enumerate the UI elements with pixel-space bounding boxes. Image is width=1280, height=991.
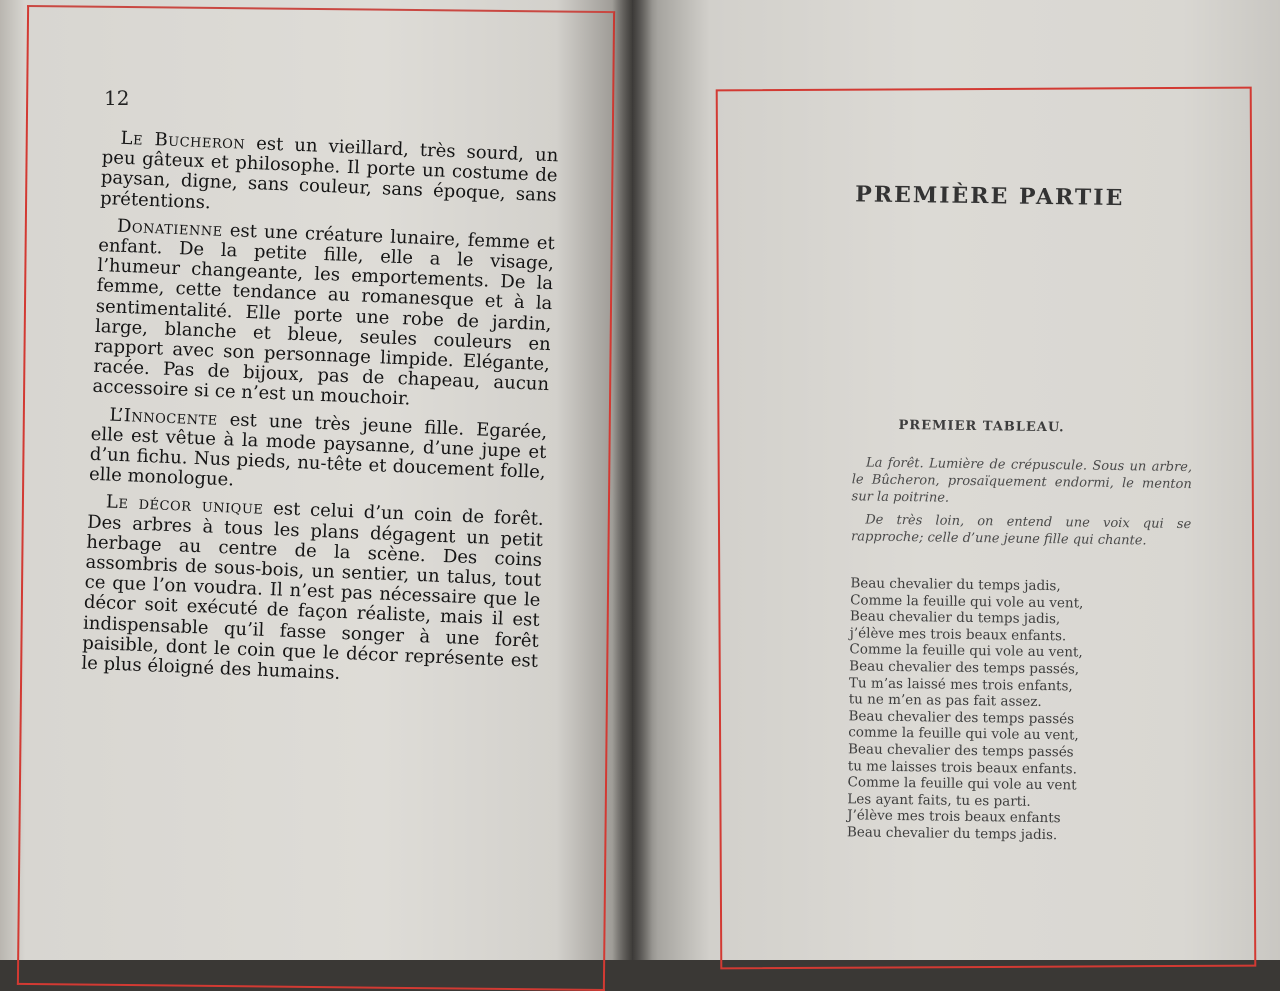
- tableau-title: PREMIER TABLEAU.: [898, 417, 1065, 436]
- page-number: 12: [104, 86, 130, 110]
- section-name: Le décor unique: [105, 491, 264, 520]
- paragraph-decor: [81, 492, 544, 692]
- character-name: Le Bucheron: [120, 127, 246, 154]
- verse-line: Beau chevalier des temps passés: [848, 708, 1075, 728]
- verse-line: Tu m’as laissé mes trois enfants,: [848, 674, 1073, 694]
- paragraph-text: est celui d’un coin de forêt. Des arbres à tous les plans dégagent un petit herbage au centre de la scène. Des coins assombris de sous-bois, un sentier, un talus, tout ce que l’on voudra. Il n’est pas nécessaire que le décor soit exécuté de façon réaliste, mais il est indispensable qu’il fasse songer à une forêt paisible, dont le coin que le décor représente est le plus éloigné des humains.: [81, 498, 545, 685]
- paragraph-text: est une très jeune fille. Egarée, elle est vêtue à la mode paysanne, d’une jupe et d’un fichu. Nus pieds, nu-tête et doucement folle, elle monologue.: [88, 408, 548, 491]
- verse-line: tu me laisses trois beaux enfants.: [847, 757, 1078, 778]
- book-gutter-shadow: [612, 0, 652, 960]
- verse-line: Les ayant faits, tu es parti.: [847, 790, 1031, 810]
- character-name: Donatienne: [116, 215, 224, 241]
- character-descriptions: [81, 128, 559, 699]
- paragraph-text: est une créature lunaire, femme et enfant. De la petite fille, elle a le visage, l’humeur changeante, les emportements. De la femme, cette tendance au romanesque et à la sentimentalité. Elle porte une robe de jardin, large, blanche et bleue, seules couleurs en rapport avec son personnage limpide. Elégante, racée. Pas de bijoux, pas de chapeau, aucun accessoire si ce n’est un mouchoir.: [92, 219, 556, 410]
- paragraph-donatienne: [92, 216, 555, 416]
- verse-line: Beau chevalier du temps jadis,: [850, 575, 1061, 595]
- paragraph-bucheron: [100, 128, 559, 227]
- verse-line: J’élève mes trois beaux enfants: [847, 807, 1061, 827]
- stage-direction: De très loin, on entend une voix qui se rapproche; celle d’une jeune fille qui chante.: [850, 512, 1192, 549]
- paragraph-text: est un vieillard, très sourd, un peu gâteux et philosophe. Il porte un costume de paysan, digne, sans couleur, sans époque, sans prétentions.: [99, 132, 559, 213]
- verse-line: Beau chevalier du temps jadis,: [849, 608, 1061, 628]
- part-title: PREMIÈRE PARTIE: [855, 181, 1125, 212]
- stage-directions: [851, 455, 1192, 558]
- verse-line: Beau chevalier des temps passés: [847, 741, 1074, 761]
- song-verses: [847, 575, 1191, 845]
- verse-line: tu ne m’en as pas fait assez.: [848, 691, 1042, 711]
- verse-line: comme la feuille qui vole au vent,: [848, 724, 1079, 744]
- verse-line: j’élève mes trois beaux enfants.: [849, 625, 1067, 645]
- verse-line: Comme la feuille qui vole au vent,: [849, 641, 1083, 661]
- paragraph-innocente: [89, 404, 548, 503]
- verse-line: Comme la feuille qui vole au vent: [847, 774, 1077, 794]
- stage-direction: La forêt. Lumière de crépuscule. Sous un arbre, le Bûcheron, prosaïquement endormi, le menton sur la poitrine.: [851, 455, 1193, 506]
- verse-line: Beau chevalier du temps jadis.: [846, 824, 1058, 844]
- verse-line: Comme la feuille qui vole au vent,: [850, 591, 1084, 612]
- verse-line: Beau chevalier des temps passés,: [849, 658, 1080, 678]
- left-page: [0, 0, 632, 960]
- character-name: L’Innocente: [109, 404, 219, 430]
